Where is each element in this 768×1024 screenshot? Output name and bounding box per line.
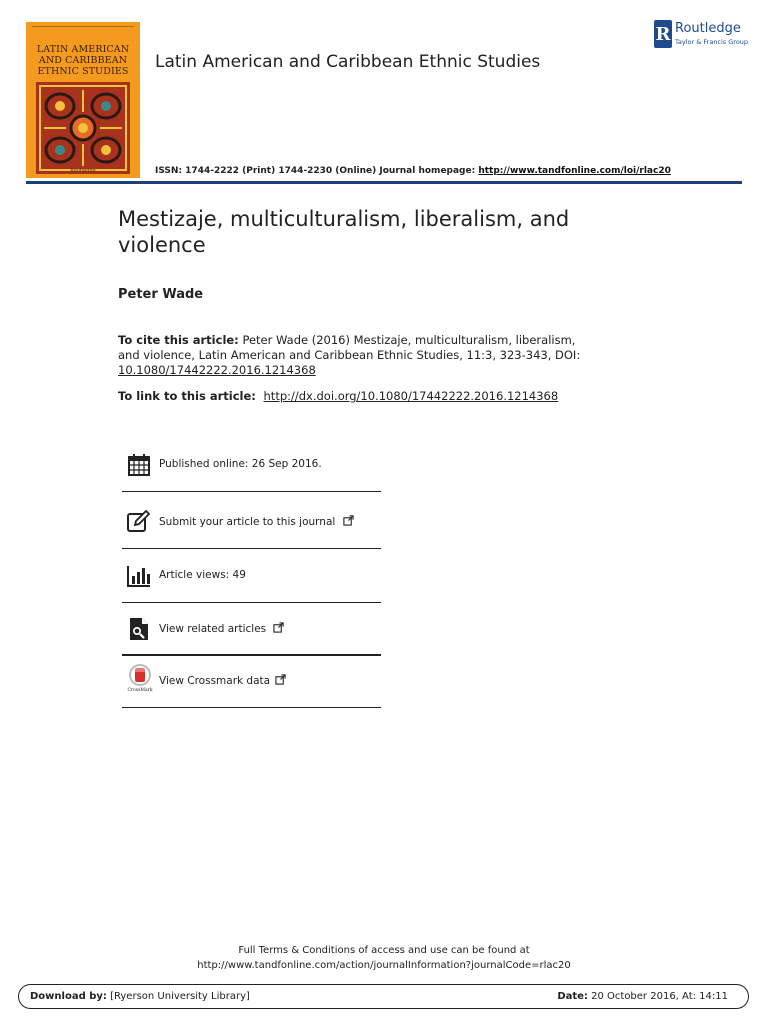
issn-text: ISSN: 1744-2222 (Print) 1744-2230 (Online) Journal homepage: — [155, 166, 476, 176]
routledge-logo-icon — [654, 20, 672, 48]
terms-line-1: Full Terms & Conditions of access and use can be found at — [238, 945, 530, 956]
publisher-logo[interactable] — [654, 20, 754, 50]
crossmark-icon — [127, 664, 153, 692]
download-date — [557, 991, 728, 1002]
published-text: Published online: 26 Sep 2016. — [159, 458, 322, 470]
terms-url[interactable]: http://www.tandfonline.com/action/journalInformation?journalCode=rlac20 — [197, 960, 571, 971]
crossmark-row[interactable] — [122, 656, 381, 708]
related-row[interactable] — [122, 604, 381, 656]
external-link-icon — [275, 674, 286, 685]
article-author: Peter Wade — [118, 287, 204, 302]
issn-line — [155, 166, 671, 176]
edit-icon — [127, 510, 151, 534]
submit-article-link[interactable]: Submit your article to this journal — [159, 515, 354, 528]
journal-name: Latin American and Caribbean Ethnic Studies — [155, 52, 541, 72]
views-row — [122, 551, 381, 603]
download-info-bar — [18, 984, 749, 1009]
header-divider — [26, 181, 742, 184]
cite-doi-link[interactable]: 10.1080/17442222.2016.1214368 — [118, 363, 316, 377]
crossmark-link[interactable]: View Crossmark data — [159, 674, 286, 687]
citation-block — [118, 333, 588, 378]
article-doi-link[interactable]: http://dx.doi.org/10.1080/17442222.2016.1214368 — [263, 389, 559, 403]
article-link-line — [118, 389, 558, 403]
date-value: 20 October 2016, At: 14:11 — [591, 991, 728, 1002]
svg-text:CrossMark: CrossMark — [127, 688, 153, 692]
document-search-icon — [127, 617, 151, 641]
cite-label: To cite this article: — [118, 333, 239, 347]
cite-text: Peter Wade (2016) Mestizaje, multiculturalism, liberalism, and violence, Latin American and Caribbean Ethnic Studies, 11:3, 323-343, DOI: — [118, 333, 581, 362]
download-by — [30, 991, 250, 1002]
external-link-icon — [273, 622, 284, 633]
download-value: [Ryerson University Library] — [110, 991, 250, 1002]
publisher-group: Taylor & Francis Group — [675, 38, 749, 46]
related-articles-link[interactable]: View related articles — [159, 622, 284, 635]
publisher-name: Routledge — [675, 21, 741, 36]
cover-publisher: Routledge — [70, 168, 96, 174]
download-label: Download by: — [30, 991, 107, 1002]
bar-chart-icon — [127, 564, 151, 588]
published-row — [122, 440, 381, 492]
calendar-icon — [127, 453, 151, 477]
cover-artwork — [36, 82, 130, 174]
date-label: Date: — [557, 991, 588, 1002]
cover-title: LATIN AMERICAN AND CARIBBEAN ETHNIC STUDIES — [36, 44, 130, 77]
journal-homepage-link[interactable]: http://www.tandfonline.com/loi/rlac20 — [478, 166, 671, 176]
external-link-icon — [343, 515, 354, 526]
svg-text:R: R — [655, 24, 671, 45]
article-title: Mestizaje, multiculturalism, liberalism, and violence — [118, 207, 570, 257]
submit-row[interactable] — [122, 497, 381, 549]
journal-cover — [26, 22, 140, 178]
terms-notice — [0, 943, 768, 973]
link-label: To link to this article: — [118, 389, 256, 403]
article-views-text: Article views: 49 — [159, 569, 246, 581]
